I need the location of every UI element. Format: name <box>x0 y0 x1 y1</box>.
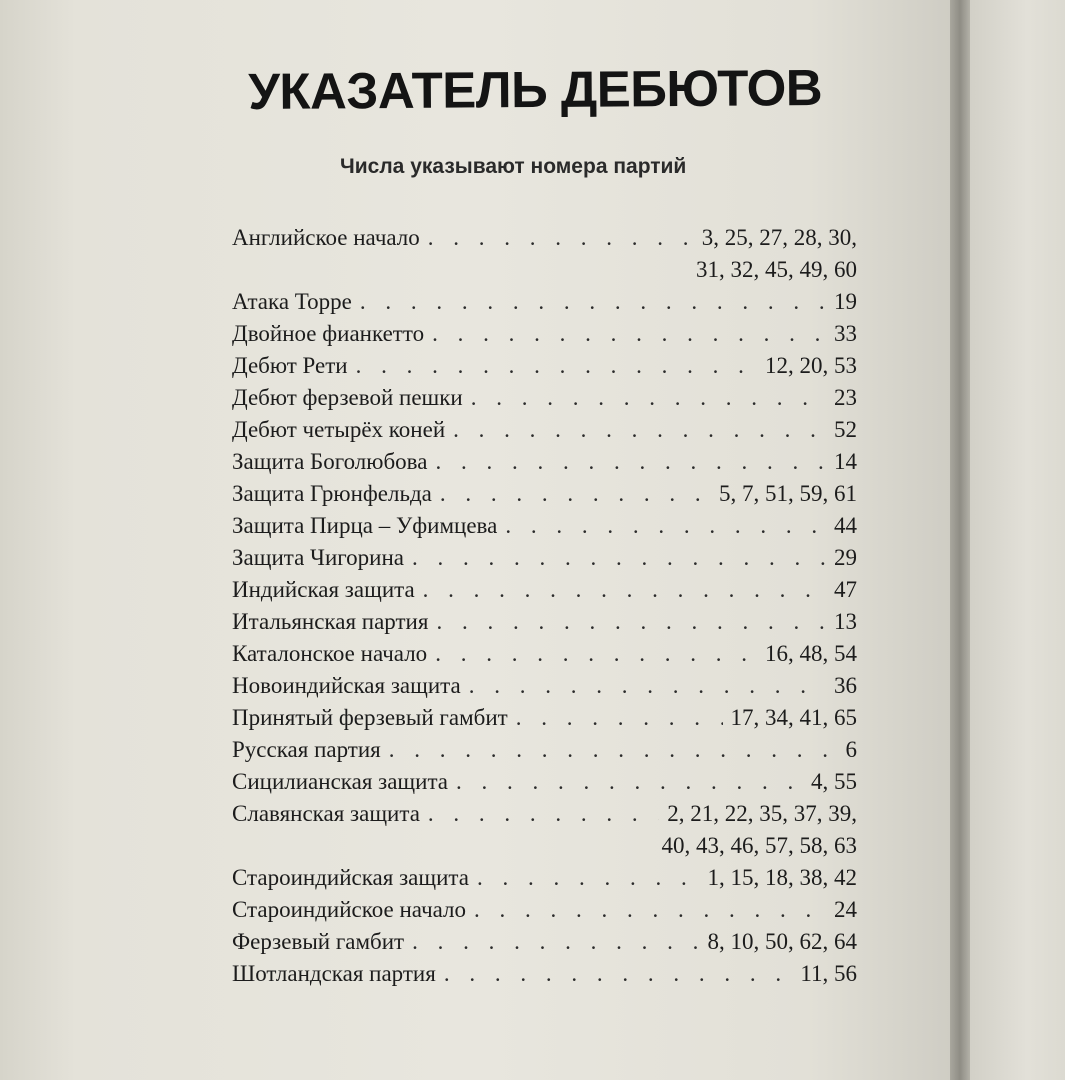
dot-leader <box>356 350 757 382</box>
game-numbers: 44 <box>834 513 857 538</box>
opening-name: Каталонское начало <box>232 641 428 666</box>
dot-leader <box>469 670 826 702</box>
game-numbers: 47 <box>834 577 857 602</box>
game-numbers-continued: 31, 32, 45, 49, 60 <box>696 257 857 282</box>
dot-leader <box>436 606 826 638</box>
index-entry <box>232 446 857 478</box>
game-numbers: 17, 34, 41, 65 <box>730 705 857 730</box>
opening-name: Защита Боголюбова <box>232 449 428 474</box>
game-numbers: 5, 7, 51, 59, 61 <box>719 481 857 506</box>
index-entry-line <box>232 862 857 894</box>
index-entry-line <box>232 222 857 254</box>
game-numbers: 8, 10, 50, 62, 64 <box>707 929 857 954</box>
dot-leader <box>505 510 826 542</box>
game-numbers: 33 <box>834 321 857 346</box>
opening-name: Сицилианская защита <box>232 769 448 794</box>
dot-leader <box>432 318 826 350</box>
dot-leader <box>444 958 793 990</box>
opening-index <box>232 222 857 990</box>
index-entry-line <box>232 958 857 990</box>
opening-name: Защита Грюнфельда <box>232 481 432 506</box>
dot-leader <box>428 222 694 254</box>
opening-name: Староиндийская защита <box>232 865 469 890</box>
index-entry <box>232 478 857 510</box>
index-entry <box>232 798 857 862</box>
index-entry-line <box>232 702 857 734</box>
game-numbers: 12, 20, 53 <box>765 353 857 378</box>
index-entry <box>232 894 857 926</box>
game-numbers: 24 <box>834 897 857 922</box>
dot-leader <box>412 926 699 958</box>
opening-name: Дебют четырёх коней <box>232 417 446 442</box>
dot-leader <box>474 894 826 926</box>
index-entry-line <box>232 350 857 382</box>
index-entry <box>232 702 857 734</box>
index-entry <box>232 318 857 350</box>
game-numbers: 52 <box>834 417 857 442</box>
index-entry <box>232 638 857 670</box>
dot-leader <box>471 382 826 414</box>
game-numbers: 19 <box>834 289 857 314</box>
game-numbers: 29 <box>834 545 857 570</box>
index-entry <box>232 286 857 318</box>
dot-leader <box>516 702 723 734</box>
index-entry <box>232 510 857 542</box>
dot-leader <box>477 862 700 894</box>
index-entry <box>232 926 857 958</box>
opening-name: Защита Чигорина <box>232 545 404 570</box>
game-numbers: 14 <box>834 449 857 474</box>
opening-name: Атака Торре <box>232 289 352 314</box>
dot-leader <box>456 766 803 798</box>
index-entry-line <box>232 926 857 958</box>
dot-leader <box>435 446 826 478</box>
dot-leader <box>389 734 838 766</box>
game-numbers: 13 <box>834 609 857 634</box>
game-numbers: 36 <box>834 673 857 698</box>
opening-name: Староиндийское начало <box>232 897 467 922</box>
opening-name: Защита Пирца – Уфимцева <box>232 513 498 538</box>
opening-name: Дебют Рети <box>232 353 348 378</box>
index-entry-line <box>232 318 857 350</box>
dot-leader <box>453 414 826 446</box>
index-entry <box>232 670 857 702</box>
opening-name: Шотландская партия <box>232 961 436 986</box>
game-numbers: 23 <box>834 385 857 410</box>
dot-leader <box>360 286 826 318</box>
game-numbers-continued: 40, 43, 46, 57, 58, 63 <box>661 833 857 858</box>
index-entry-line <box>232 766 857 798</box>
index-entry <box>232 222 857 286</box>
index-entry-line <box>232 286 857 318</box>
game-numbers: 1, 15, 18, 38, 42 <box>707 865 857 890</box>
opening-name: Новоиндийская защита <box>232 673 461 698</box>
index-entry-line <box>232 542 857 574</box>
index-entry <box>232 350 857 382</box>
index-entry <box>232 766 857 798</box>
index-entry-line <box>232 798 857 830</box>
index-entry-line <box>232 574 857 606</box>
game-numbers: 3, 25, 27, 28, 30, <box>701 225 857 250</box>
index-entry <box>232 606 857 638</box>
index-entry-line <box>232 670 857 702</box>
index-entry <box>232 414 857 446</box>
index-entry-line <box>232 414 857 446</box>
index-entry-line <box>232 478 857 510</box>
opening-name: Славянская защита <box>232 801 420 826</box>
index-entry <box>232 542 857 574</box>
page-title: УКАЗАТЕЛЬ ДЕБЮТОВ <box>248 58 823 120</box>
opening-name: Ферзевый гамбит <box>232 929 405 954</box>
index-entry <box>232 862 857 894</box>
dot-leader <box>435 638 757 670</box>
dot-leader <box>440 478 711 510</box>
opening-name: Русская партия <box>232 737 381 762</box>
index-entry-line <box>232 446 857 478</box>
game-numbers: 16, 48, 54 <box>765 641 857 666</box>
book-gutter <box>950 0 970 1080</box>
opening-name: Английское начало <box>232 225 420 250</box>
opening-name: Индийская защита <box>232 577 415 602</box>
index-entry <box>232 734 857 766</box>
game-numbers: 11, 56 <box>800 961 857 986</box>
index-entry <box>232 574 857 606</box>
game-numbers: 2, 21, 22, 35, 37, 39, <box>667 801 857 826</box>
index-entry-line <box>232 510 857 542</box>
game-numbers: 6 <box>845 737 857 762</box>
index-entry <box>232 382 857 414</box>
index-entry-line <box>232 734 857 766</box>
page-subtitle: Числа указывают номера партий <box>340 155 687 178</box>
game-numbers: 4, 55 <box>811 769 857 794</box>
opening-name: Принятый ферзевый гамбит <box>232 705 508 730</box>
opening-name: Двойное фианкетто <box>232 321 425 346</box>
index-entry-line <box>232 606 857 638</box>
dot-leader <box>412 542 826 574</box>
adjacent-page <box>970 0 1065 1080</box>
index-entry-line <box>232 382 857 414</box>
opening-name: Дебют ферзевой пешки <box>232 385 463 410</box>
index-entry-line <box>232 894 857 926</box>
index-entry-line <box>232 638 857 670</box>
dot-leader <box>428 798 659 830</box>
opening-name: Итальянская партия <box>232 609 429 634</box>
index-entry <box>232 958 857 990</box>
dot-leader <box>423 574 826 606</box>
